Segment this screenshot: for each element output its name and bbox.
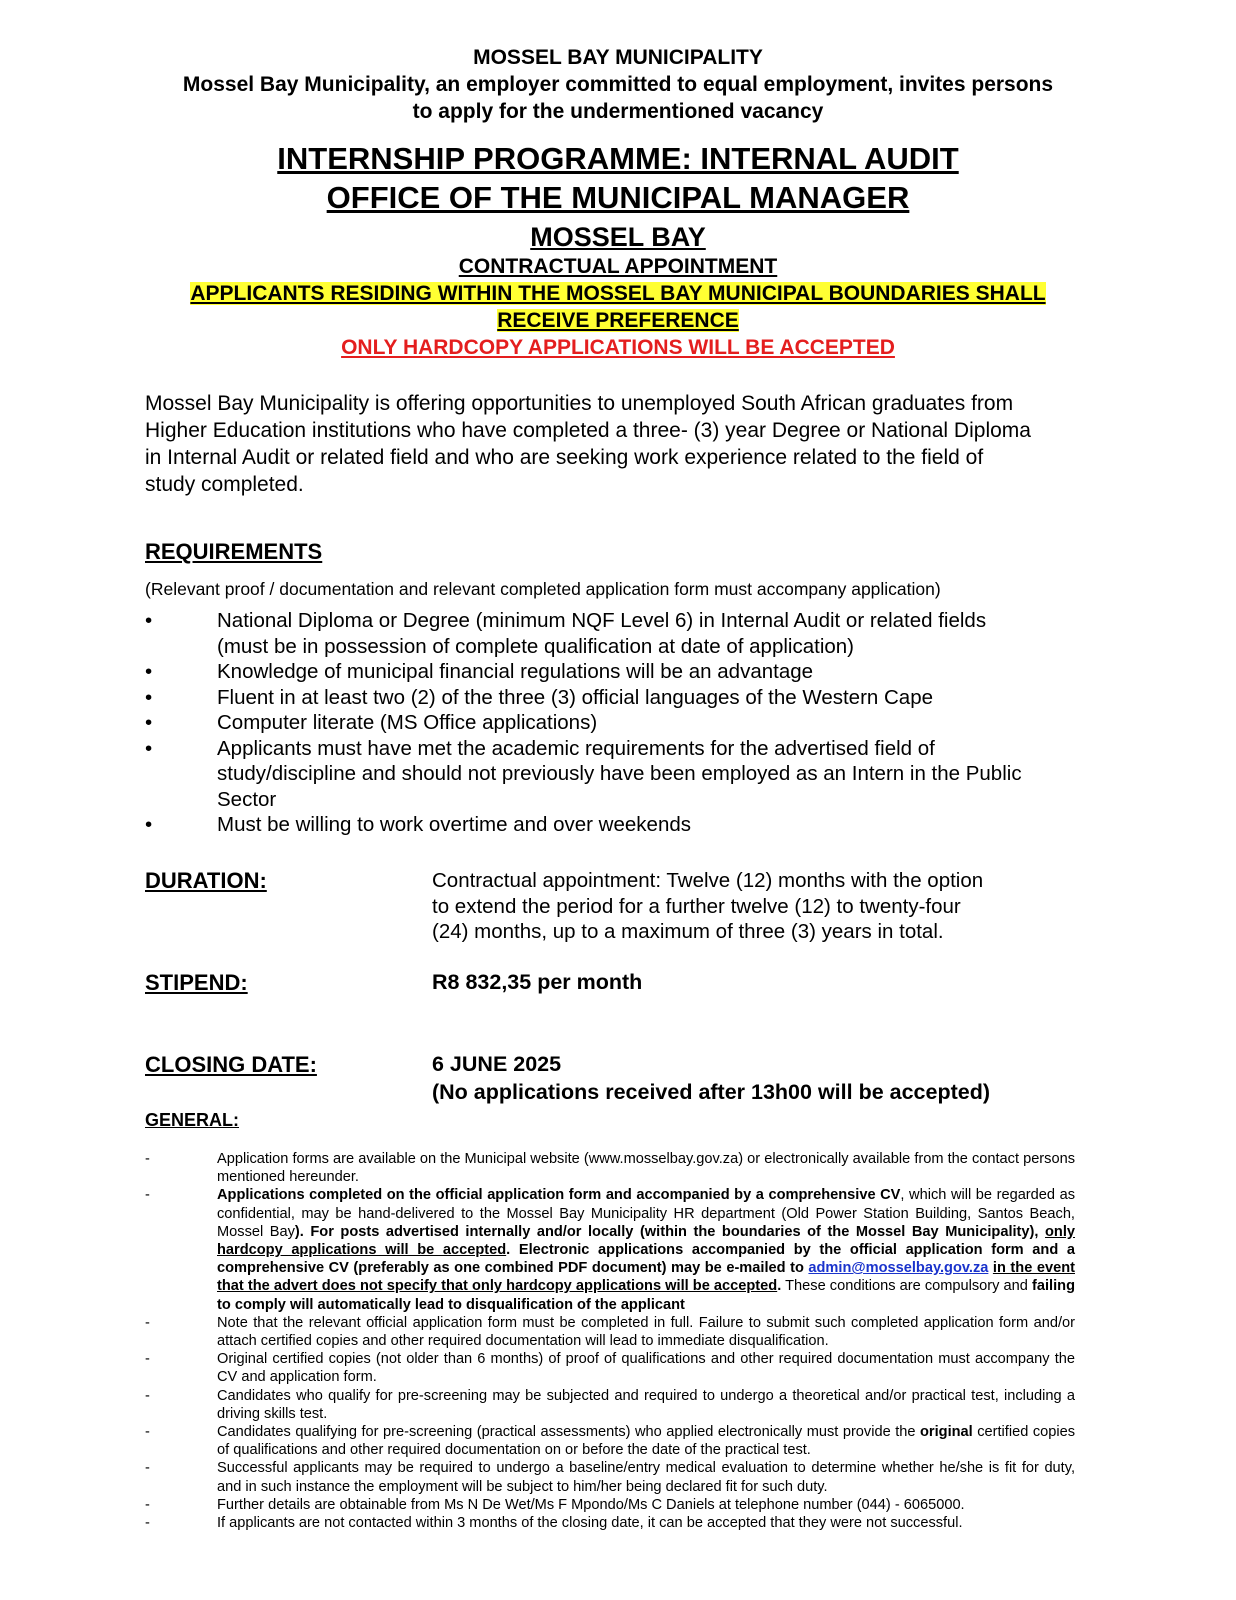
item-line: National Diploma or Degree (minimum NQF Level 6) in Internal Audit or related fields bbox=[217, 609, 987, 632]
title-internship: INTERNSHIP PROGRAMME: INTERNAL AUDIT bbox=[277, 141, 959, 176]
bullet-icon: • bbox=[145, 813, 153, 836]
item-line: Must be willing to work overtime and over weekends bbox=[217, 813, 691, 836]
dash-icon: - bbox=[145, 1351, 150, 1368]
general-text: Successful applicants may be required to undergo a baseline/entry medical evaluation to determine whether he/she is fit for duty, and in such instance the employment will be subject to him/her being declared fit for such duty. bbox=[217, 1460, 1075, 1495]
general-bold: Applications completed on the official application form and accompanied by a comprehensive CV bbox=[217, 1187, 901, 1204]
general-bold: ). For posts advertised internally and/or locally (within the boundaries of the Mossel Bay Municipality), bbox=[294, 1223, 1039, 1240]
list-item bbox=[145, 608, 1095, 659]
bullet-icon: • bbox=[145, 660, 153, 683]
preference-line-2 bbox=[0, 309, 1236, 333]
list-item bbox=[145, 1459, 1075, 1495]
dash-icon: - bbox=[145, 1496, 150, 1513]
org-name: MOSSEL BAY MUNICIPALITY bbox=[473, 46, 763, 69]
bullet-icon: • bbox=[145, 736, 153, 760]
general-bold: . Electronic applications accompanied by the official application form and a comprehensive CV (preferably as one combined PDF document) may be e-mailed to bbox=[217, 1242, 1075, 1277]
dash-icon: - bbox=[145, 1314, 150, 1331]
list-item bbox=[145, 736, 1095, 813]
item-line: Knowledge of municipal financial regulations will be an advantage bbox=[217, 660, 814, 683]
intro-line: study completed. bbox=[145, 473, 304, 496]
dash-icon: - bbox=[145, 1424, 150, 1441]
general-text: certified copies of qualifications and other required documentation on or before the date of the practical test. bbox=[217, 1424, 1076, 1459]
dash-icon: - bbox=[145, 1187, 150, 1204]
intro-line: Higher Education institutions who have completed a three- (3) year Degree or National Diploma bbox=[145, 419, 1031, 442]
general-text: Further details are obtainable from Ms N De Wet/Ms F Mpondo/Ms C Daniels at telephone number (044) - 6065000. bbox=[217, 1496, 965, 1513]
general-list bbox=[145, 1150, 1075, 1532]
invite-line-2: to apply for the undermentioned vacancy bbox=[412, 100, 824, 123]
list-item bbox=[145, 710, 1095, 736]
invite-line-1: Mossel Bay Municipality, an employer committed to equal employment, invites persons bbox=[182, 73, 1054, 96]
preference-line-1 bbox=[0, 282, 1236, 306]
duration-label: DURATION: bbox=[145, 868, 267, 893]
intro-line: Mossel Bay Municipality is offering opportunities to unemployed South African graduates from bbox=[145, 392, 1014, 415]
general-bold: . bbox=[777, 1278, 782, 1295]
list-item bbox=[145, 1423, 1075, 1459]
list-item bbox=[145, 1496, 1075, 1514]
title-office: OFFICE OF THE MUNICIPAL MANAGER bbox=[326, 180, 910, 215]
bullet-icon: • bbox=[145, 711, 153, 734]
closing-date-label: CLOSING DATE: bbox=[145, 1052, 317, 1077]
preference-text-1: APPLICANTS RESIDING WITHIN THE MOSSEL BAY MUNICIPAL BOUNDARIES SHALL bbox=[190, 282, 1046, 305]
list-item bbox=[145, 812, 1095, 838]
stipend-value: R8 832,35 per month bbox=[432, 970, 643, 994]
intro-paragraph bbox=[145, 390, 1085, 498]
list-item bbox=[145, 1314, 1075, 1350]
title-location: MOSSEL BAY bbox=[530, 222, 706, 252]
list-item bbox=[145, 1186, 1075, 1313]
general-text: Candidates who qualify for pre-screening may be subjected and required to undergo a theoretical and/or practical test, including a driving skills test. bbox=[217, 1387, 1075, 1422]
email-link[interactable]: admin@mosselbay.gov.za bbox=[808, 1260, 989, 1277]
item-line: Sector bbox=[217, 787, 277, 811]
general-text: These conditions are compulsory and bbox=[785, 1278, 1028, 1295]
item-line: (must be in possession of complete qualification at date of application) bbox=[217, 634, 855, 658]
dash-icon: - bbox=[145, 1515, 150, 1532]
stipend-label: STIPEND: bbox=[145, 970, 248, 995]
general-text: If applicants are not contacted within 3 months of the closing date, it can be accepted that they were not successful. bbox=[217, 1515, 963, 1532]
general-text: Original certified copies (not older than 6 months) of proof of qualifications and other required documentation must accompany the CV and application form. bbox=[217, 1351, 1075, 1386]
general-underline: only hardcopy applications will be accepted bbox=[217, 1223, 1075, 1259]
general-bold: original bbox=[920, 1424, 973, 1441]
list-item bbox=[145, 1387, 1075, 1423]
general-text: Candidates qualifying for pre-screening (practical assessments) who applied electronically must provide the bbox=[217, 1424, 916, 1441]
preference-text-2: RECEIVE PREFERENCE bbox=[497, 309, 739, 332]
duration-line: to extend the period for a further twelve (12) to twenty-four bbox=[432, 894, 961, 918]
dash-icon: - bbox=[145, 1151, 150, 1167]
duration-line: Contractual appointment: Twelve (12) months with the option bbox=[432, 869, 984, 892]
general-text: , which will be regarded as confidential, may be hand-delivered to the Mossel Bay Municipality HR department (Old Power Station Building, Santos Beach, Mossel Bay bbox=[217, 1187, 1076, 1240]
duration-line: (24) months, up to a maximum of three (3) years in total. bbox=[432, 920, 944, 943]
list-item bbox=[145, 659, 1095, 685]
hardcopy-notice: ONLY HARDCOPY APPLICATIONS WILL BE ACCEPTED bbox=[341, 336, 895, 359]
item-line: Computer literate (MS Office applications) bbox=[217, 711, 598, 734]
general-text: Application forms are available on the Municipal website (www.mosselbay.gov.za) or electronically available from the contact persons mentioned hereunder. bbox=[217, 1151, 1075, 1186]
title-contract: CONTRACTUAL APPOINTMENT bbox=[458, 255, 778, 278]
list-item bbox=[145, 685, 1095, 711]
dash-icon: - bbox=[145, 1387, 150, 1404]
requirements-note: (Relevant proof / documentation and relevant completed application form must accompany application) bbox=[145, 579, 941, 599]
list-item bbox=[145, 1514, 1075, 1532]
bullet-icon: • bbox=[145, 609, 153, 632]
item-line: Applicants must have met the academic requirements for the advertised field of bbox=[217, 736, 935, 760]
general-text: Note that the relevant official application form must be completed in full. Failure to submit such completed application form and/or attach certified copies and other required documentation will lead to immediate disqualification. bbox=[217, 1314, 1075, 1350]
closing-date-value bbox=[432, 1050, 990, 1106]
closing-note: (No applications received after 13h00 will be accepted) bbox=[432, 1080, 991, 1104]
general-bold: failing to comply will automatically lead to disqualification of the applicant bbox=[217, 1278, 1075, 1313]
requirements-heading: REQUIREMENTS bbox=[145, 539, 323, 564]
item-line: study/discipline and should not previously have been employed as an Intern in the Public bbox=[217, 762, 1022, 785]
item-line: Fluent in at least two (2) of the three (3) official languages of the Western Cape bbox=[217, 685, 933, 709]
list-item bbox=[145, 1150, 1075, 1186]
general-heading: GENERAL: bbox=[145, 1110, 239, 1130]
advert-header bbox=[0, 44, 1236, 125]
bullet-icon: • bbox=[145, 685, 153, 709]
duration-value bbox=[432, 868, 1072, 945]
list-item bbox=[145, 1350, 1075, 1386]
requirements-list bbox=[145, 608, 1095, 838]
dash-icon: - bbox=[145, 1460, 150, 1477]
intro-line: in Internal Audit or related field and who are seeking work experience related to the field of bbox=[145, 446, 984, 469]
closing-date: 6 JUNE 2025 bbox=[432, 1052, 562, 1076]
general-underline: in the event that the advert does not specify that only hardcopy applications will be accepted bbox=[217, 1260, 1075, 1295]
